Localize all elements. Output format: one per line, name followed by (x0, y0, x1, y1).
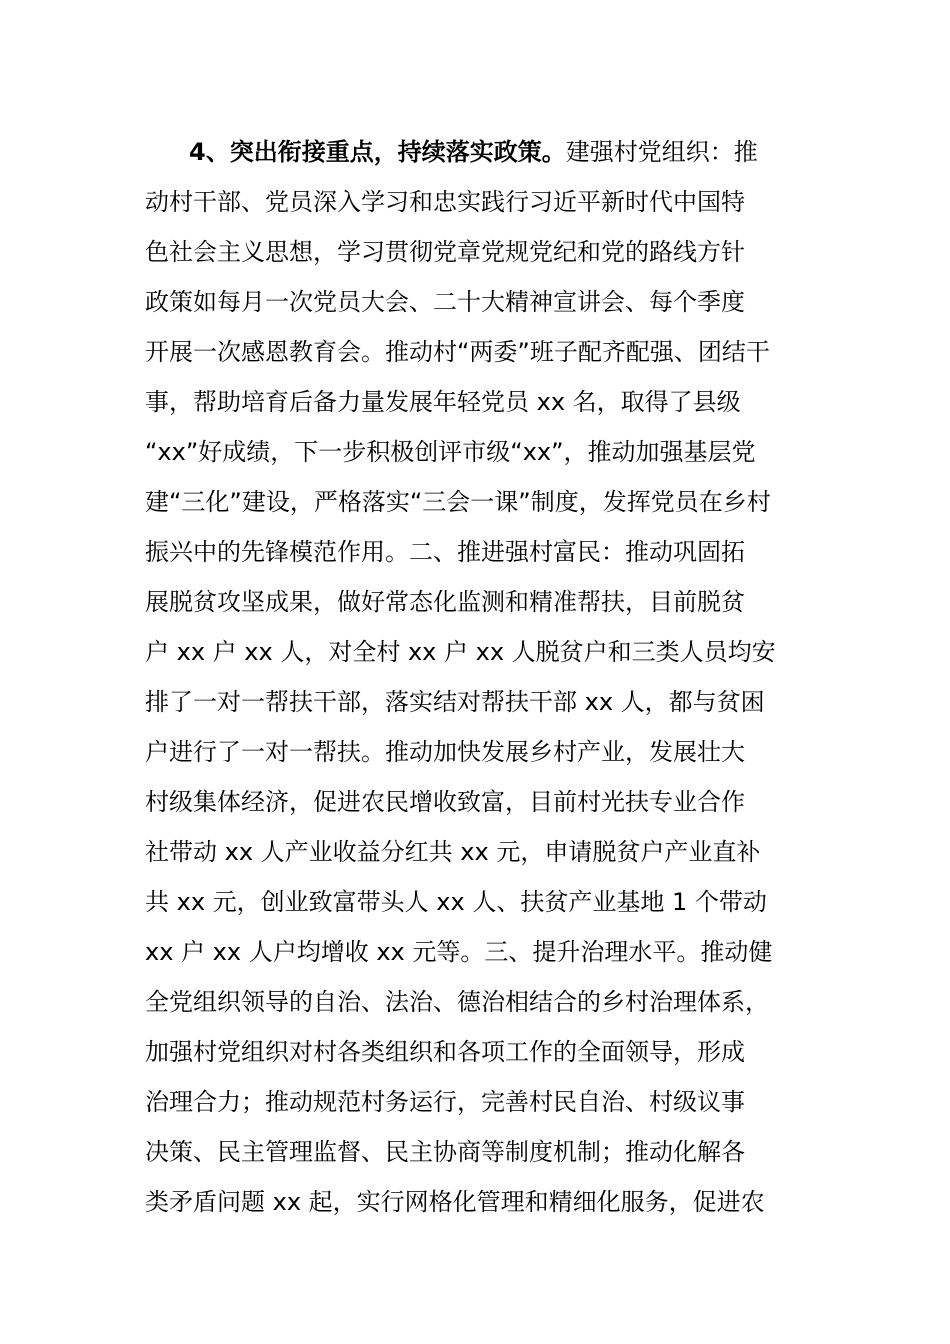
text-line: 开展一次感恩教育会。推动村“两委”班子配齐配强、团结干 (145, 338, 770, 366)
text-line: 加强村党组织对村各类组织和各项工作的全面领导，形成 (145, 1038, 745, 1066)
body-paragraph (145, 127, 810, 1227)
text-line: “xx”好成绩，下一步积极创评市级“xx”，推动加强基层党 (145, 438, 756, 466)
text-line: 全党组织领导的自治、法治、德治相结合的乡村治理体系， (145, 988, 769, 1016)
text-line: 动村干部、党员深入学习和忠实践行习近平新时代中国特 (145, 188, 745, 216)
text-line: 排了一对一帮扶干部，落实结对帮扶干部 xx 人，都与贫困 (145, 688, 765, 716)
text-line: 政策如每月一次党员大会、二十大精神宣讲会、每个季度 (145, 288, 745, 316)
text-line: 建“三化”建设，严格落实“三会一课”制度，发挥党员在乡村 (145, 488, 771, 516)
text-line: 展脱贫攻坚成果，做好常态化监测和精准帮扶，目前脱贫 (145, 588, 745, 616)
text-line: 振兴中的先锋模范作用。二、推进强村富民：推动巩固拓 (145, 538, 745, 566)
text-line: 决策、民主管理监督、民主协商等制度机制；推动化解各 (145, 1138, 745, 1166)
text-line: 户进行了一对一帮扶。推动加快发展乡村产业，发展壮大 (145, 738, 745, 766)
text-line: 事，帮助培育后备力量发展年轻党员 xx 名，取得了县级 (145, 388, 741, 416)
text-line: 治理合力；推动规范村务运行，完善村民自治、村级议事 (145, 1088, 745, 1116)
paragraph-first-line (145, 127, 810, 177)
text-line: 类矛盾问题 xx 起，实行网格化管理和精细化服务，促进农 (145, 1188, 765, 1216)
text-line: 色社会主义思想，学习贯彻党章党规党纪和党的路线方针 (145, 238, 745, 266)
text-line: xx 户 xx 人户均增收 xx 元等。三、提升治理水平。推动健 (145, 938, 773, 966)
text-line: 共 xx 元，创业致富带头人 xx 人、扶贫产业基地 1 个带动 (145, 888, 767, 916)
text-line: 社带动 xx 人产业收益分红共 xx 元，申请脱贫户产业直补 (145, 838, 761, 866)
text-line: 户 xx 户 xx 人，对全村 xx 户 xx 人脱贫户和三类人员均安 (145, 638, 776, 666)
section-heading-lead: 4、突出衔接重点，持续落实政策。 (189, 138, 566, 166)
text-line: 村级集体经济，促进农民增收致富，目前村光扶专业合作 (145, 788, 745, 816)
first-line-text: 建强村党组织：推 (565, 138, 758, 166)
